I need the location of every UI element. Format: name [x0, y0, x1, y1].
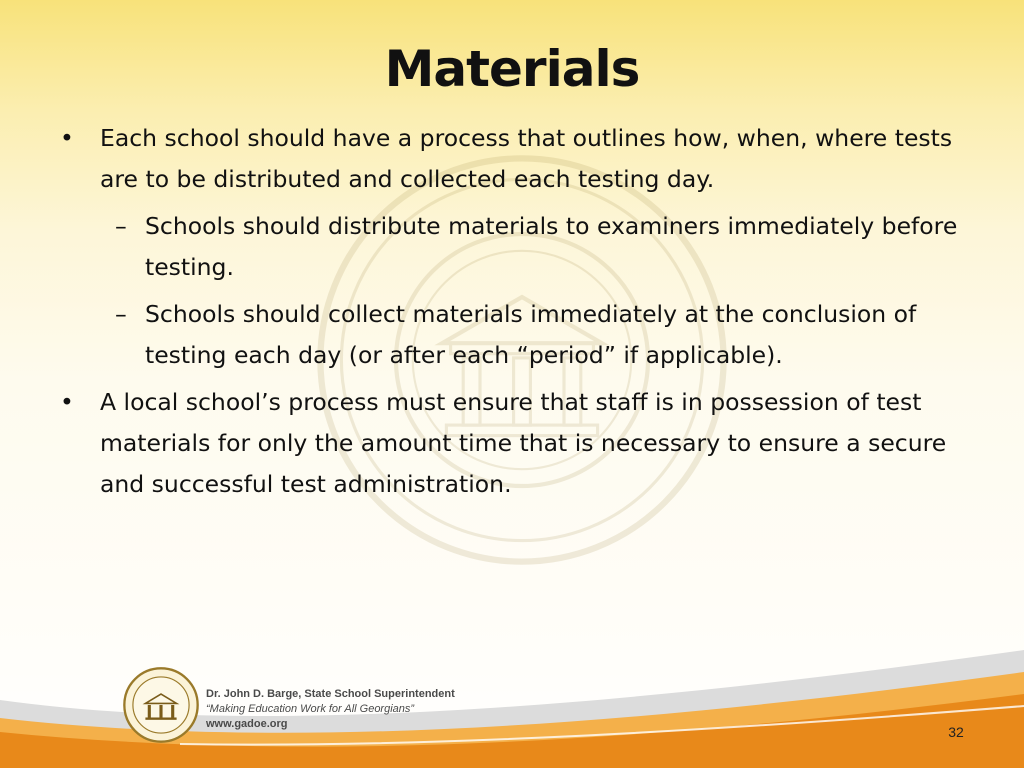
- page-number: 32: [948, 724, 964, 740]
- footer-motto: “Making Education Work for All Georgians”: [206, 703, 415, 715]
- sub-bullet-text: Schools should distribute materials to examiners immediately before testing.: [145, 212, 958, 281]
- slide-body: [58, 118, 978, 511]
- footer-credits: [206, 687, 455, 732]
- bullet-marker: •: [60, 124, 74, 152]
- sub-bullet-item: [58, 206, 978, 288]
- bullet-text: A local school’s process must ensure that staff is in possession of test materials for only the amount time that is necessary to ensure a secure and successful test administration.: [100, 388, 947, 498]
- bullet-item: [58, 382, 978, 505]
- sub-bullet-marker: –: [115, 212, 127, 240]
- sub-bullet-marker: –: [115, 300, 127, 328]
- slide-title: Materials: [384, 40, 640, 98]
- sub-bullet-text: Schools should collect materials immediately at the conclusion of testing each day (or after each “period” if applicable).: [145, 300, 917, 369]
- sub-bullet-item: [58, 294, 978, 376]
- bullet-marker: •: [60, 388, 74, 416]
- footer-superintendent: Dr. John D. Barge, State School Superintendent: [206, 688, 455, 700]
- footer-website[interactable]: www.gadoe.org: [206, 718, 288, 730]
- georgia-department-of-education-seal-icon: [122, 666, 200, 744]
- bullet-item: [58, 118, 978, 200]
- bullet-text: Each school should have a process that outlines how, when, where tests are to be distributed and collected each testing day.: [100, 124, 953, 193]
